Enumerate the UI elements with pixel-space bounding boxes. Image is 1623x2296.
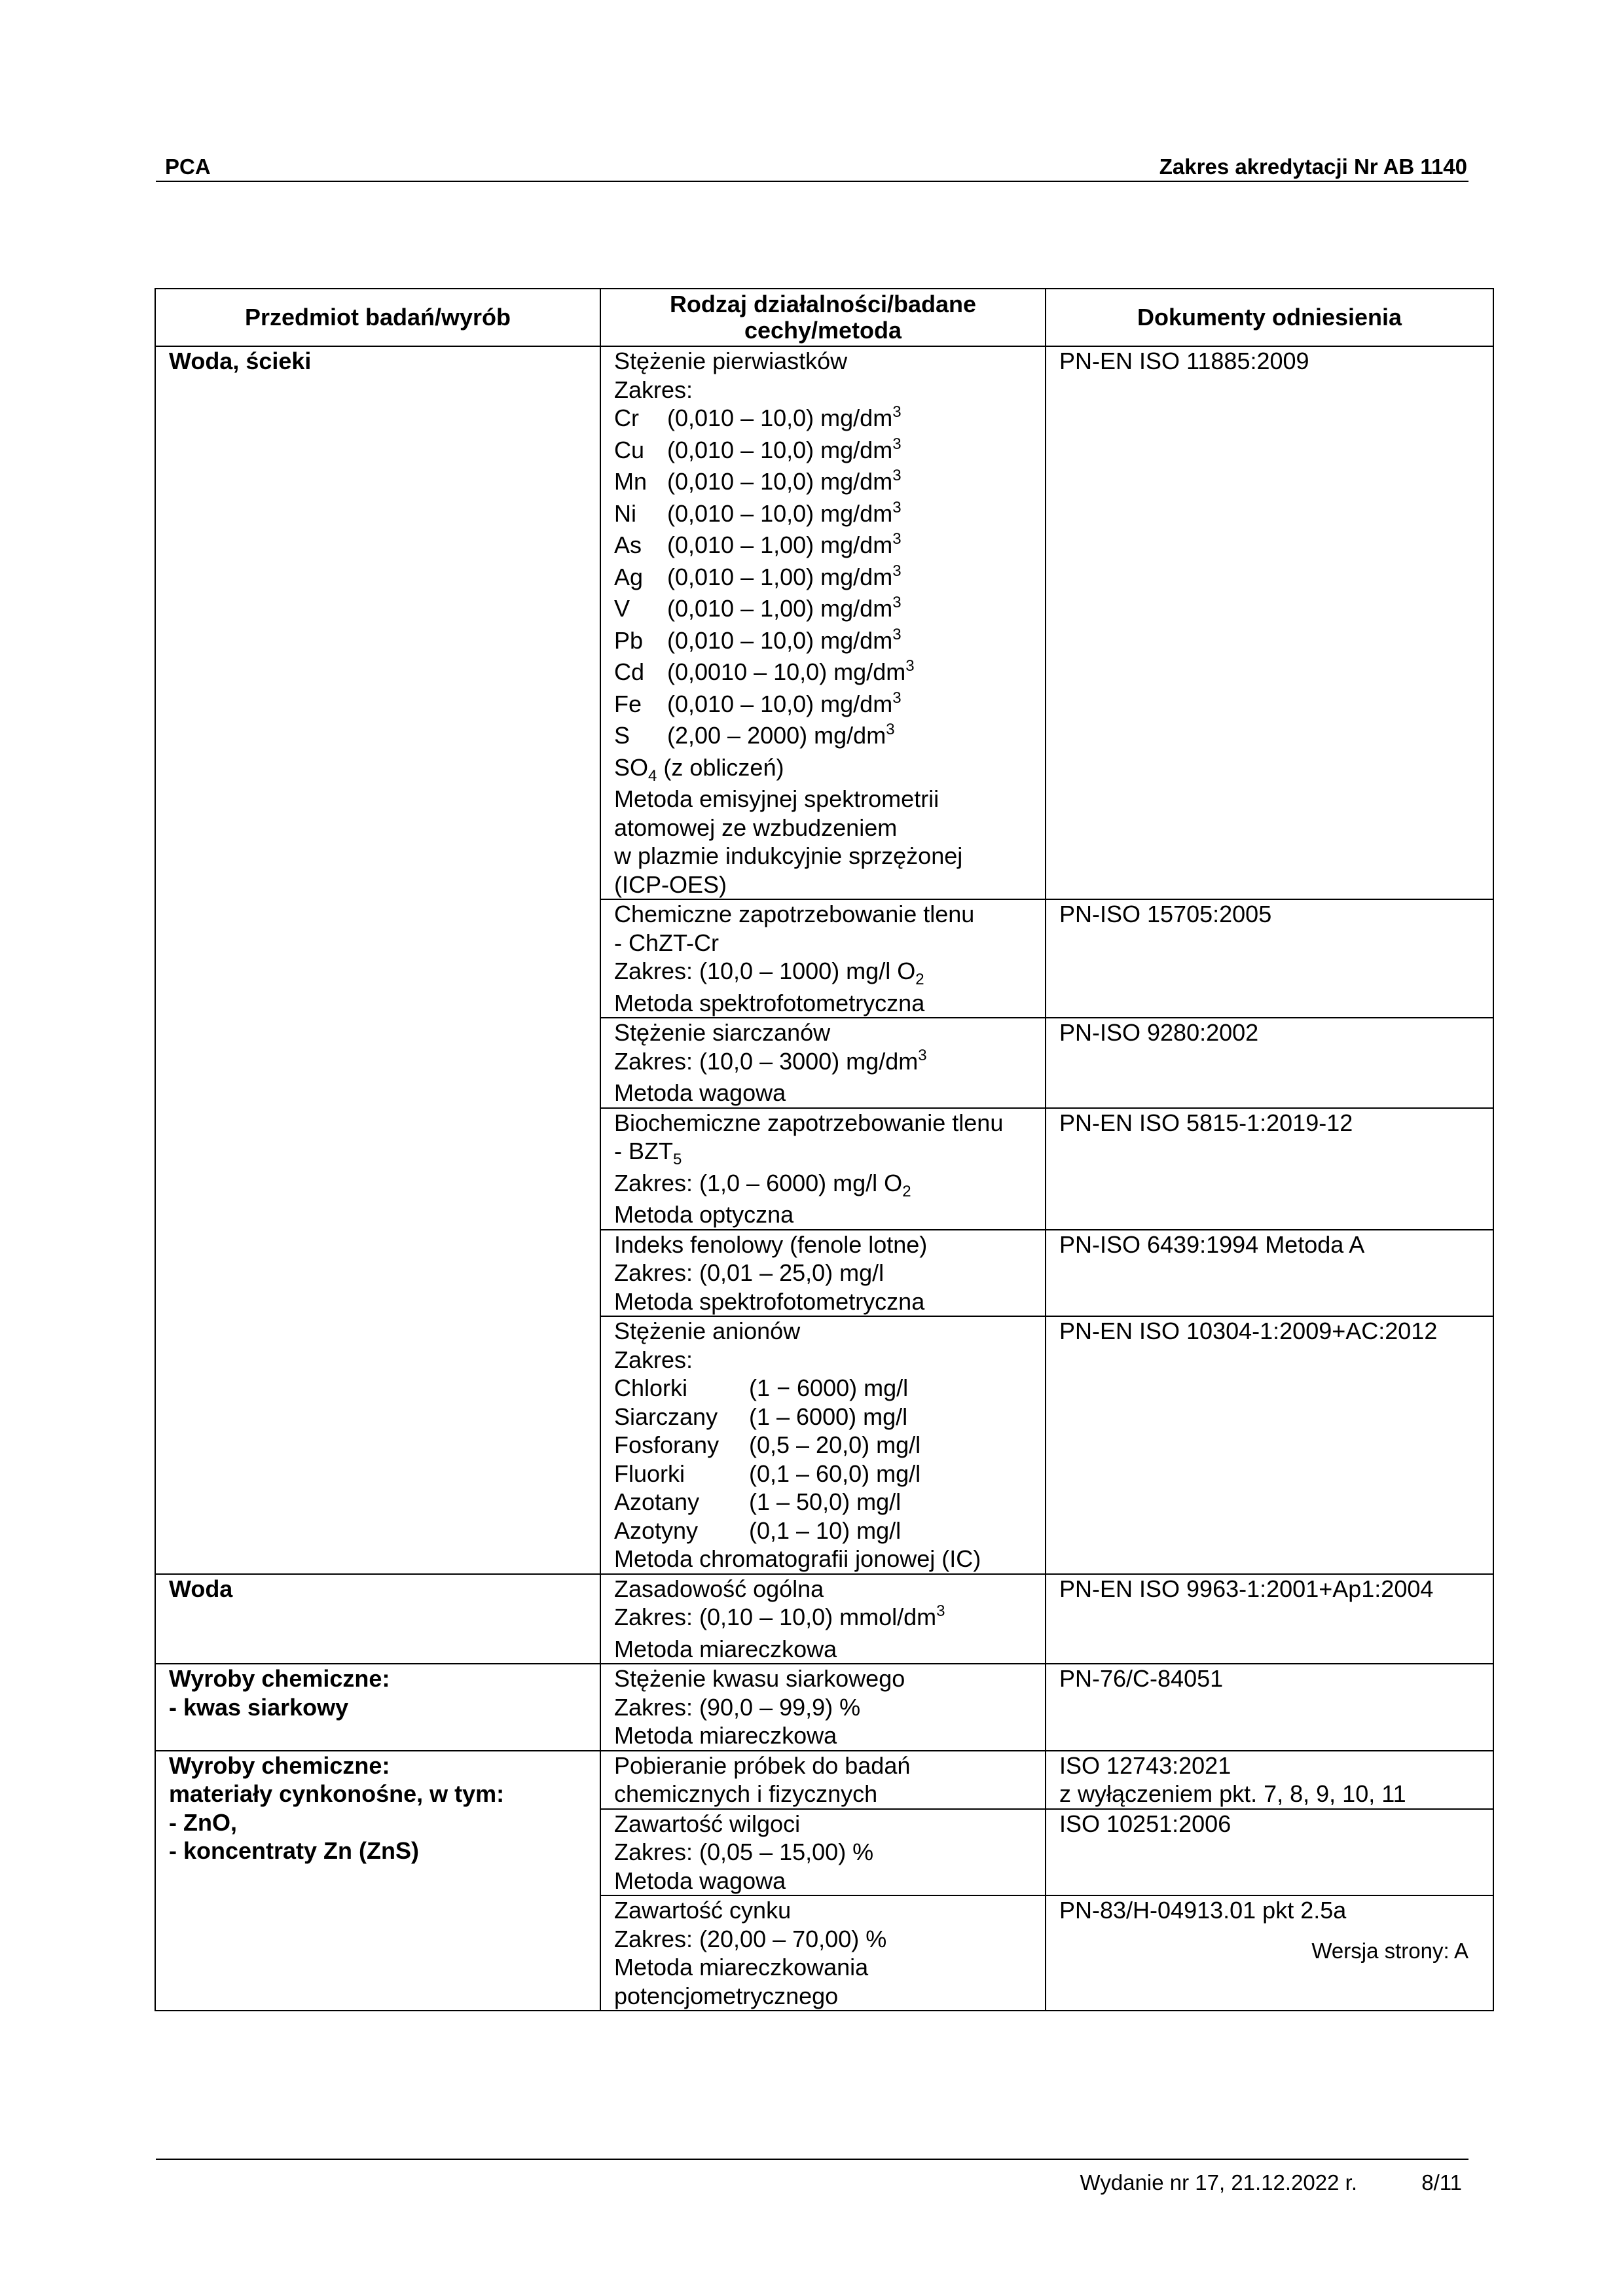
range-text: Zakres: (1,0 – 6000) mg/l O [614, 1169, 903, 1196]
superscript: 3 [892, 498, 902, 516]
method-line: Zakres: (0,05 – 15,00) % [614, 1839, 874, 1865]
document-line: PN-83/H-04913.01 pkt 2.5a [1059, 1897, 1347, 1924]
method-cell [600, 346, 1046, 899]
method-line: Zawartość wilgoci [614, 1810, 801, 1837]
table-row [155, 346, 1493, 899]
anion-range: (0,1 – 60,0) mg/l [749, 1460, 921, 1487]
anion-range-line [614, 1460, 1045, 1488]
anion-name: Fluorki [614, 1460, 685, 1487]
anion-name: Azotyny [614, 1516, 699, 1544]
anion-range-line [614, 1431, 1045, 1460]
superscript: 3 [886, 721, 895, 738]
anion-range: (1 – 50,0) mg/l [749, 1488, 902, 1515]
document-cell [1046, 346, 1493, 899]
subject-line: Woda [169, 1575, 233, 1602]
anion-range: (1 – 6000) mg/l [749, 1403, 908, 1430]
method-line: Stężenie pierwiastków [614, 348, 848, 374]
element-range: (2,00 – 2000) mg/dm [667, 722, 886, 749]
method-line: Metoda miareczkowa [614, 1635, 837, 1662]
superscript: 3 [892, 403, 902, 421]
element-range-line [614, 658, 1045, 690]
method-line: Stężenie kwasu siarkowego [614, 1665, 905, 1692]
method-line: Pobieranie próbek do badań [614, 1751, 911, 1779]
element-symbol: Cd [614, 658, 645, 685]
superscript: 3 [892, 562, 902, 580]
subject-cell [155, 1751, 600, 2011]
subject-line: - ZnO, [169, 1808, 237, 1836]
element-range-line [614, 563, 1045, 595]
element-range-line [614, 467, 1045, 499]
anion-range: (0,5 – 20,0) mg/l [749, 1431, 921, 1458]
method-line: Metoda optyczna [614, 1201, 794, 1228]
element-range-line [614, 531, 1045, 563]
method-line: chemicznych i fizycznych [614, 1780, 878, 1807]
anion-range: (1 − 6000) mg/l [749, 1374, 909, 1401]
subject-line: Wyroby chemiczne: [169, 1751, 390, 1779]
method-line [614, 1137, 1045, 1169]
method-line [614, 1047, 1045, 1079]
formula-note: (z obliczeń) [663, 753, 784, 781]
anion-name: Fosforany [614, 1431, 720, 1458]
method-line: Biochemiczne zapotrzebowanie tlenu [614, 1109, 1004, 1136]
method-line: Metoda wagowa [614, 1867, 786, 1894]
element-range: (0,010 – 10,0) mg/dm [667, 436, 893, 463]
subscript: 4 [648, 766, 657, 785]
method-cell [600, 1108, 1046, 1230]
method-line: Metoda wagowa [614, 1079, 786, 1106]
element-range: (0,010 – 10,0) mg/dm [667, 626, 893, 654]
subject-line: materiały cynkonośne, w tym: [169, 1780, 505, 1807]
anion-range-line [614, 1488, 1045, 1516]
method-line: Zakres: [614, 376, 693, 403]
document-line: PN-76/C-84051 [1059, 1665, 1224, 1692]
document-cell [1046, 899, 1493, 1018]
page-version: Wersja strony: A [1311, 1939, 1468, 1963]
document-cell [1046, 1664, 1493, 1751]
method-line: Zakres: (20,00 – 70,00) % [614, 1925, 887, 1952]
document-cell [1046, 1018, 1493, 1108]
element-symbol: Ag [614, 563, 644, 590]
document-cell [1046, 1230, 1493, 1317]
superscript: 3 [892, 435, 902, 453]
method-line: Zasadowość ogólna [614, 1575, 824, 1602]
edition-info: Wydanie nr 17, 21.12.2022 r. [1080, 2170, 1357, 2195]
element-range-line [614, 404, 1045, 436]
superscript: 3 [892, 689, 902, 707]
page-footer [156, 2159, 1468, 2195]
anion-name: Siarczany [614, 1403, 718, 1430]
superscript: 3 [905, 657, 915, 675]
document-cell [1046, 1108, 1493, 1230]
element-symbol: Ni [614, 499, 636, 527]
element-range: (0,010 – 1,00) mg/dm [667, 531, 893, 558]
anion-range: (0,1 – 10) mg/l [749, 1516, 902, 1544]
document-line: PN-EN ISO 9963-1:2001+Ap1:2004 [1059, 1575, 1434, 1602]
element-symbol: Fe [614, 690, 642, 717]
method-cell [600, 1895, 1046, 2011]
superscript: 3 [892, 530, 902, 548]
method-line [614, 957, 1045, 989]
method-line [614, 1169, 1045, 1201]
method-cell [600, 899, 1046, 1018]
abbrev-text: - BZT [614, 1138, 673, 1164]
range-text: Zakres: (10,0 – 3000) mg/dm [614, 1047, 919, 1075]
element-symbol: Mn [614, 468, 647, 495]
element-range-line [614, 690, 1045, 722]
document-cell [1046, 1574, 1493, 1664]
document-cell [1046, 1751, 1493, 1809]
header-accreditation: Zakres akredytacji Nr AB 1140 [1159, 154, 1467, 179]
subject-line: - kwas siarkowy [169, 1693, 349, 1721]
method-line: Metoda miareczkowania [614, 1954, 869, 1981]
method-line: - ChZT-Cr [614, 929, 719, 956]
superscript: 3 [936, 1602, 945, 1620]
method-line [614, 1603, 1045, 1635]
subject-cell [155, 1664, 600, 1751]
method-line: Zakres: (0,01 – 25,0) mg/l [614, 1259, 884, 1286]
anion-range-line [614, 1516, 1045, 1545]
document-line: PN-EN ISO 11885:2009 [1059, 348, 1309, 374]
element-range: (0,010 – 1,00) mg/dm [667, 595, 893, 622]
method-line: Metoda miareczkowa [614, 1722, 837, 1749]
anion-range-line [614, 1374, 1045, 1403]
element-range: (0,010 – 10,0) mg/dm [667, 690, 893, 717]
range-text: Zakres: (10,0 – 1000) mg/l O [614, 958, 916, 984]
method-cell [600, 1018, 1046, 1108]
method-line: atomowej ze wzbudzeniem [614, 814, 898, 841]
formula: SO [614, 753, 649, 781]
method-cell [600, 1230, 1046, 1317]
method-line: Stężenie anionów [614, 1318, 801, 1344]
method-line: potencjometrycznego [614, 1982, 839, 2009]
column-header-documents: Dokumenty odniesienia [1046, 289, 1493, 346]
document-line: PN-EN ISO 10304-1:2009+AC:2012 [1059, 1318, 1438, 1344]
subject-cell [155, 346, 600, 1574]
method-line: Zakres: [614, 1346, 693, 1373]
method-line: Stężenie siarczanów [614, 1019, 831, 1046]
column-header-method: Rodzaj działalności/badane cechy/metoda [600, 289, 1046, 346]
method-cell [600, 1809, 1046, 1896]
element-range-line [614, 436, 1045, 468]
subject-line: Wyroby chemiczne: [169, 1665, 390, 1692]
method-cell [600, 1316, 1046, 1574]
subscript: 2 [902, 1182, 911, 1200]
method-line [614, 753, 1045, 785]
subscript: 2 [915, 971, 924, 988]
superscript: 3 [918, 1046, 927, 1064]
method-line: Metoda chromatografii jonowej (IC) [614, 1545, 981, 1572]
document-line: z wyłączeniem pkt. 7, 8, 9, 10, 11 [1059, 1780, 1406, 1807]
table-row [155, 1751, 1493, 1809]
header-org: PCA [165, 154, 211, 179]
method-cell [600, 1751, 1046, 1809]
anion-name: Azotany [614, 1488, 700, 1515]
page-header [156, 153, 1468, 182]
superscript: 3 [892, 625, 902, 643]
superscript: 3 [892, 467, 902, 484]
table-row [155, 1574, 1493, 1664]
element-range-line [614, 499, 1045, 531]
method-cell [600, 1664, 1046, 1751]
element-symbol: Cu [614, 436, 645, 463]
element-symbol: Pb [614, 626, 644, 654]
document-line: ISO 10251:2006 [1059, 1810, 1231, 1837]
range-text: Zakres: (0,10 – 10,0) mmol/dm [614, 1604, 937, 1630]
document-cell [1046, 1809, 1493, 1896]
method-line: Metoda spektrofotometryczna [614, 989, 925, 1016]
element-symbol: S [614, 722, 630, 749]
method-line: Indeks fenolowy (fenole lotne) [614, 1230, 928, 1258]
subject-line: Woda, ścieki [169, 348, 312, 374]
element-range: (0,010 – 1,00) mg/dm [667, 563, 893, 590]
element-range: (0,010 – 10,0) mg/dm [667, 468, 893, 495]
method-line: Zakres: (90,0 – 99,9) % [614, 1693, 861, 1721]
table-row [155, 1664, 1493, 1751]
document-cell [1046, 1316, 1493, 1574]
method-line: Metoda emisyjnej spektrometrii [614, 785, 939, 812]
method-line: Metoda spektrofotometryczna [614, 1287, 925, 1315]
element-symbol: As [614, 531, 642, 558]
method-line: Zawartość cynku [614, 1897, 792, 1924]
method-cell [600, 1574, 1046, 1664]
document-line: PN-ISO 6439:1994 Metoda A [1059, 1230, 1365, 1258]
element-range-line [614, 721, 1045, 753]
method-line: (ICP-OES) [614, 870, 727, 898]
element-range-line [614, 594, 1045, 626]
method-line: Chemiczne zapotrzebowanie tlenu [614, 901, 975, 927]
anion-name: Chlorki [614, 1374, 688, 1401]
document-line: PN-ISO 15705:2005 [1059, 901, 1272, 927]
subject-line: - koncentraty Zn (ZnS) [169, 1837, 420, 1864]
table-header-row [155, 289, 1493, 346]
element-range: (0,010 – 10,0) mg/dm [667, 499, 893, 527]
superscript: 3 [892, 594, 902, 611]
element-range-line [614, 626, 1045, 658]
element-symbol: V [614, 595, 630, 622]
subscript: 5 [672, 1151, 682, 1168]
element-symbol: Cr [614, 404, 639, 431]
document-line: PN-ISO 9280:2002 [1059, 1019, 1259, 1046]
anion-range-line [614, 1403, 1045, 1431]
column-header-subject: Przedmiot badań/wyrób [155, 289, 600, 346]
element-range: (0,010 – 10,0) mg/dm [667, 404, 893, 431]
page-number: 8/11 [1421, 2170, 1462, 2195]
document-line: PN-EN ISO 5815-1:2019-12 [1059, 1109, 1353, 1136]
subject-cell [155, 1574, 600, 1664]
method-line: w plazmie indukcyjnie sprzężonej [614, 842, 963, 869]
accreditation-table [155, 288, 1494, 2011]
document-line: ISO 12743:2021 [1059, 1751, 1231, 1779]
element-range: (0,0010 – 10,0) mg/dm [667, 658, 906, 685]
